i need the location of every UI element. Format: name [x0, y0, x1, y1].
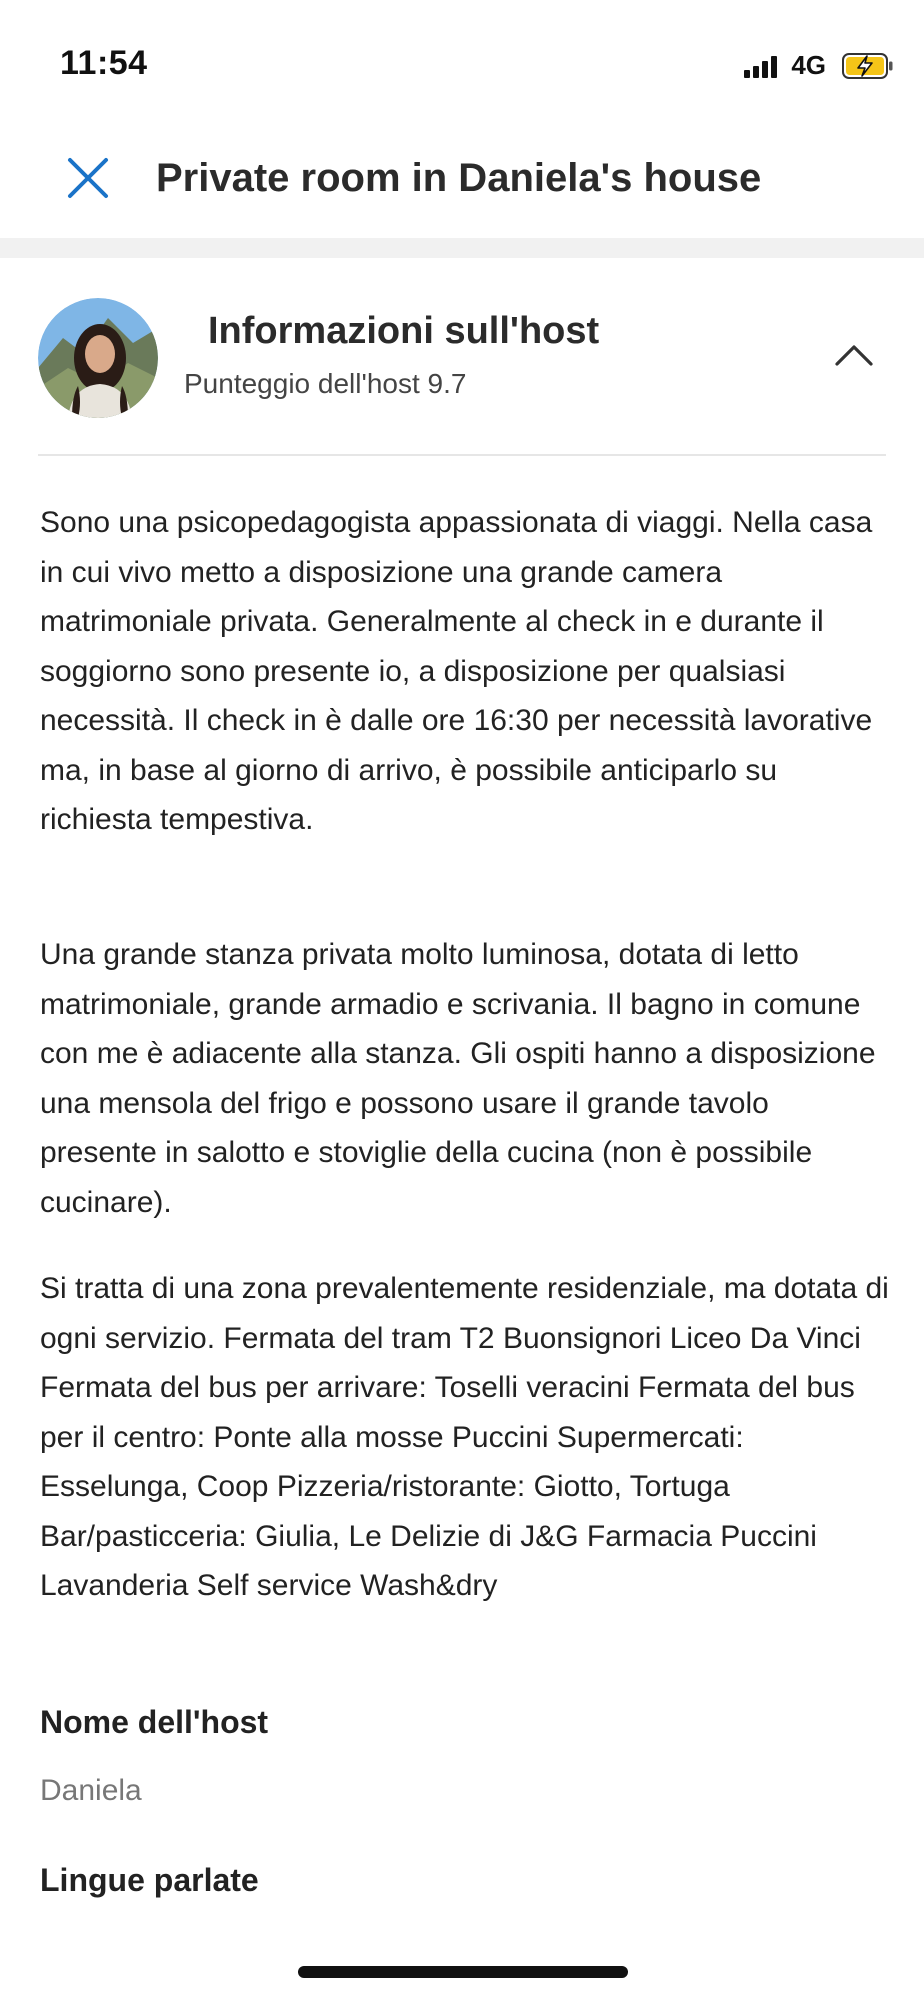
section-divider	[38, 454, 886, 456]
header	[0, 130, 924, 238]
neighborhood-description-paragraph: Si tratta di una zona prevalentemente residenziale, ma dotata di ogni servizio. Fermata del tram T2 Buonsignori Liceo Da Vinci Fermata del bus per arrivare: Toselli veracini Fermata del bus per il centro: Ponte alla mosse Puccini Supermercati: Esselunga, Coop Pizzeria/ristorante: Giotto, Tortuga Bar/pasticceria: Giulia, Le Delizie di J&G Farmacia Puccini Lavanderia Self service Wash&dry	[40, 1272, 889, 1602]
status-time: 11:54	[60, 44, 148, 82]
host-name-label: Nome dell'host	[40, 1704, 269, 1740]
page-title: Private room in Daniela's house	[156, 156, 762, 200]
room-description-paragraph: Una grande stanza privata molto luminosa, dotata di letto matrimoniale, grande armadio e scrivania. Il bagno in comune con me è adiacente alla stanza. Gli ospiti hanno a disposizione una mensola del frigo e possono usare il grande tavolo presente in salotto e stoviglie della cucina (non è possibile cucinare).	[40, 938, 876, 1219]
chevron-up-icon[interactable]	[832, 340, 876, 370]
home-indicator[interactable]	[298, 1966, 628, 1978]
status-bar	[0, 0, 924, 130]
network-type: 4G	[791, 50, 826, 80]
avatar	[38, 298, 158, 418]
status-indicators	[744, 50, 894, 81]
battery-charging-icon	[842, 53, 894, 79]
host-info-heading: Informazioni sull'host	[208, 310, 600, 352]
host-description-paragraph: Sono una psicopedagogista appassionata di viaggi. Nella casa in cui vivo metto a disposizione una grande camera matrimoniale privata. Generalmente al check in e durante il soggiorno sono presente io, a disposizione per qualsiasi necessità. Il check in è dalle ore 16:30 per necessità lavorative ma, in base al giorno di arrivo, è possibile anticiparlo su richiesta tempestiva.	[40, 506, 873, 836]
header-divider	[0, 238, 924, 258]
host-score: Punteggio dell'host 9.7	[184, 368, 467, 399]
host-name-value: Daniela	[40, 1774, 142, 1807]
signal-bars-icon	[744, 54, 777, 78]
languages-label: Lingue parlate	[40, 1862, 259, 1898]
close-icon[interactable]	[62, 152, 114, 204]
